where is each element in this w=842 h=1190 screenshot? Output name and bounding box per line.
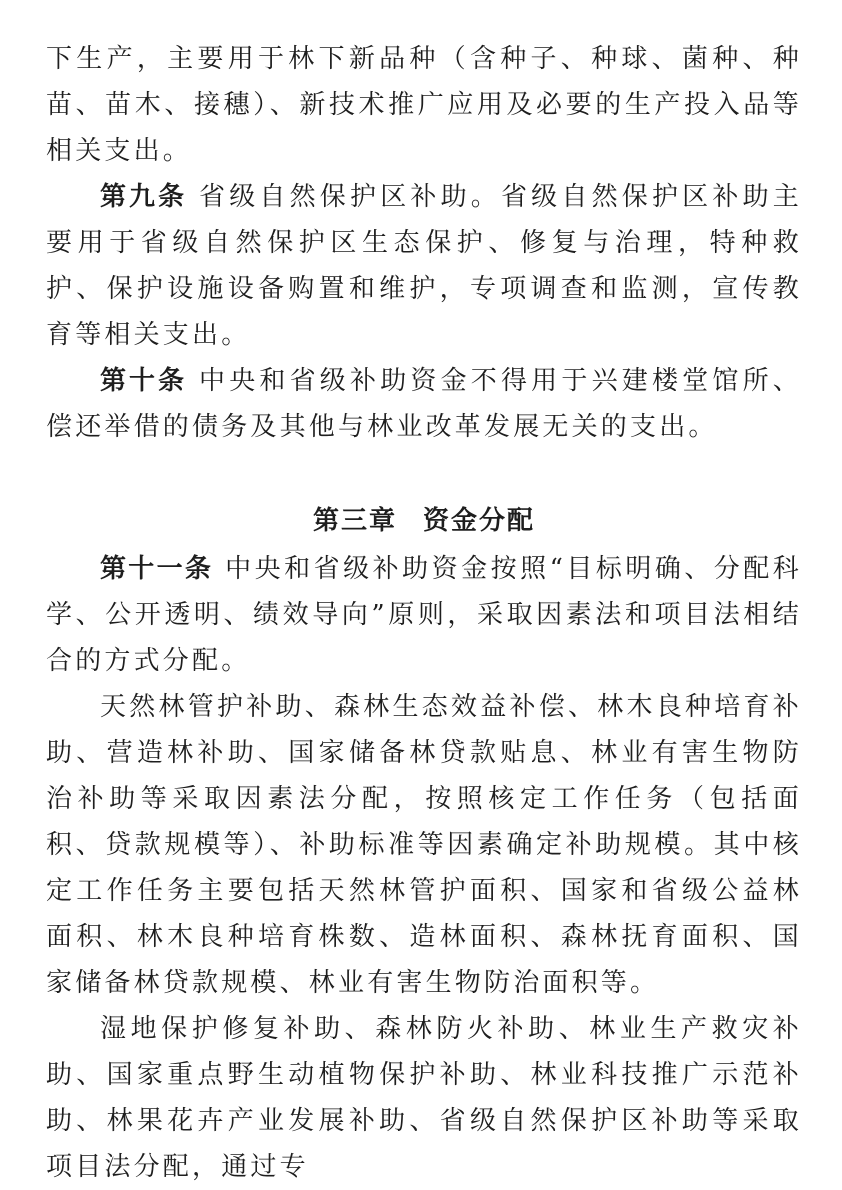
chapter-title: 资金分配 <box>423 506 536 536</box>
article-11-text: 中央和省级补助资金按照“目标明确、分配科学、公开透明、绩效导向”原则，采取因素法和项目法相结合的方式分配。 <box>46 554 802 676</box>
article-10 <box>46 358 802 450</box>
paragraph-continued: 下生产，主要用于林下新品种（含种子、种球、菌种、种苗、苗木、接穗）、新技术推广应用及必要的生产投入品等相关支出。 <box>46 44 802 166</box>
article-10-label: 第十条 <box>100 366 187 396</box>
chapter-heading <box>46 498 802 544</box>
article-11 <box>46 546 802 684</box>
article-9 <box>46 174 802 358</box>
paragraph-project-method: 湿地保护修复补助、森林防火补助、林业生产救灾补助、国家重点野生动植物保护补助、林业科技推广示范补助、林果花卉产业发展补助、省级自然保护区补助等采取项目法分配，通过专 <box>46 1014 802 1182</box>
document-page <box>46 36 802 1190</box>
article-11-label: 第十一条 <box>100 554 214 584</box>
article-9-label: 第九条 <box>100 182 187 212</box>
chapter-number: 第三章 <box>312 506 397 536</box>
paragraph-factor-method: 天然林管护补助、森林生态效益补偿、林木良种培育补助、营造林补助、国家储备林贷款贴息、林业有害生物防治补助等采取因素法分配，按照核定工作任务（包括面积、贷款规模等）、补助标准等因素确定补助规模。其中核定工作任务主要包括天然林管护面积、国家和省级公益林面积、林木良种培育株数、造林面积、森林抚育面积、国家储备林贷款规模、林业有害生物防治面积等。 <box>46 692 802 998</box>
article-9-text: 省级自然保护区补助。省级自然保护区补助主要用于省级自然保护区生态保护、修复与治理，特种救护、保护设施设备购置和维护，专项调查和监测，宣传教育等相关支出。 <box>46 182 802 350</box>
article-10-text: 中央和省级补助资金不得用于兴建楼堂馆所、偿还举借的债务及其他与林业改革发展无关的支出。 <box>46 366 802 442</box>
